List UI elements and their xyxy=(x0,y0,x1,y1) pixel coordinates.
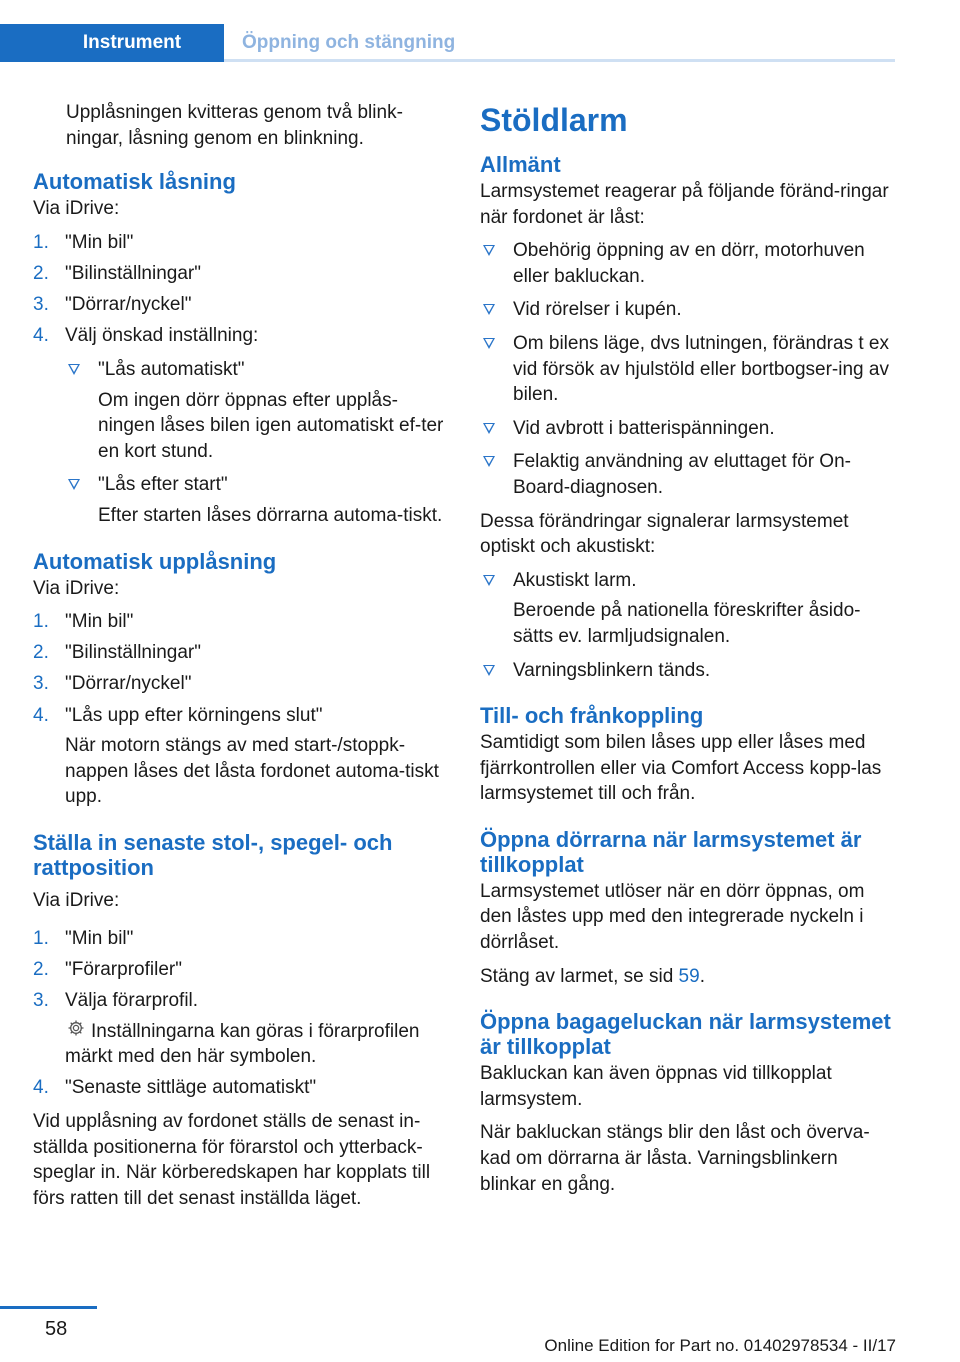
step-text: Välj önskad inställning: xyxy=(65,325,259,347)
list-item xyxy=(65,472,451,528)
step-number: 2. xyxy=(33,958,49,980)
option-title: "Lås efter start" xyxy=(98,474,228,496)
step-number: 3. xyxy=(33,294,49,316)
via-idrive-text: Via iDrive: xyxy=(33,577,120,599)
triangle-bullet-icon xyxy=(483,304,495,315)
option-description: Om ingen dörr öppnas efter upplås‐ningen låses bilen igen automatiskt ef‐ter en kort stund. xyxy=(98,389,444,462)
alarm-signal-list xyxy=(480,568,898,683)
auto-unlock-steps xyxy=(33,609,451,810)
step-description-text: Inställningarna kan göras i förarprofilen märkt med den här symbolen. xyxy=(65,1020,420,1068)
step-number: 1. xyxy=(33,611,49,633)
auto-lock-steps xyxy=(33,230,451,529)
bullet-text: Obehörig öppning av en dörr, motorhuven eller bakluckan. xyxy=(513,240,865,287)
triangle-bullet-icon xyxy=(483,423,495,434)
triangle-bullet-icon xyxy=(483,338,495,349)
step-description xyxy=(65,1019,451,1070)
heading-open-doors: Öppna dörrarna när larmsystemet är tillkopplat xyxy=(480,826,862,877)
closing-paragraph: Vid upplåsning av fordonet ställs de senast in‐ställda positionerna för förarstol och ytterback‐speglar in. När körberedskapen har kopplats till förs ratten till det senast inställda läget. xyxy=(33,1110,431,1209)
cross-reference xyxy=(480,964,898,990)
page-header xyxy=(0,24,895,62)
list-item xyxy=(65,357,451,464)
step-number: 4. xyxy=(33,1077,49,1099)
list-item xyxy=(33,323,451,528)
step-number: 1. xyxy=(33,231,49,253)
list-item xyxy=(480,331,898,408)
list-item xyxy=(33,640,451,666)
step-text: "Dörrar/nyckel" xyxy=(65,673,192,695)
settings-gear-icon xyxy=(65,1019,87,1045)
list-item xyxy=(480,238,898,289)
left-column xyxy=(33,100,451,1211)
intro-paragraph: Upplåsningen kvitteras genom två blink‐ningar, låsning genom en blinkning. xyxy=(66,102,403,149)
step-text: "Bilinställningar" xyxy=(65,262,201,284)
step-text: "Senaste sittläge automatiskt" xyxy=(65,1077,317,1099)
list-item xyxy=(480,416,898,442)
open-trunk-text-2: När bakluckan stängs blir den låst och överva‐kad om dörrarna är låsta. Varningsblinkern blinkar en gång. xyxy=(480,1122,870,1195)
list-item xyxy=(33,988,451,1070)
triangle-bullet-icon xyxy=(483,665,495,676)
step-text: "Bilinställningar" xyxy=(65,642,201,664)
step-number: 2. xyxy=(33,642,49,664)
via-idrive-text: Via iDrive: xyxy=(33,890,120,912)
list-item xyxy=(33,703,451,810)
heading-open-trunk: Öppna bagageluckan när larmsystemet är tillkopplat xyxy=(480,1009,891,1060)
open-trunk-text: Bakluckan kan även öppnas vid tillkopplat larmsystem. xyxy=(480,1063,832,1110)
reference-text: Stäng av larmet, se sid xyxy=(480,965,679,987)
seat-position-steps xyxy=(33,926,451,1101)
heading-auto-unlock: Automatisk upplåsning xyxy=(33,548,277,574)
bullet-text: Felaktig användning av eluttaget för On-Board-diagnosen. xyxy=(513,451,851,498)
list-item xyxy=(33,926,451,952)
triangle-bullet-icon xyxy=(483,575,495,586)
step-text: "Min bil" xyxy=(65,927,134,949)
step-text: "Dörrar/nyckel" xyxy=(65,294,192,316)
step-text: "Förarprofiler" xyxy=(65,958,182,980)
bullet-title: Akustiskt larm. xyxy=(513,569,637,591)
heading-auto-lock: Automatisk låsning xyxy=(33,169,236,195)
step-description: När motorn stängs av med start-/stoppk‐nappen låses det låsta fordonet automa‐tiskt upp. xyxy=(65,735,439,808)
list-item xyxy=(480,658,898,684)
heading-seat-position: Ställa in senaste stol-, spegel- och rattposition xyxy=(33,830,393,881)
header-divider xyxy=(224,59,895,62)
triangle-bullet-icon xyxy=(68,364,80,375)
triangle-bullet-icon xyxy=(68,479,80,490)
list-item xyxy=(33,671,451,697)
general-intro: Larmsystemet reagerar på följande föränd‐ringar när fordonet är låst: xyxy=(480,181,889,228)
bullet-description: Beroende på nationella föreskrifter åsido‐sätts ev. larmljudsignalen. xyxy=(513,600,861,647)
page-title: Stöldlarm xyxy=(480,102,628,138)
heading-toggle: Till- och frånkoppling xyxy=(480,703,704,729)
step-number: 4. xyxy=(33,704,49,726)
setting-options xyxy=(65,357,451,529)
step-number: 3. xyxy=(33,990,49,1011)
heading-general: Allmänt xyxy=(480,152,561,177)
list-item xyxy=(33,292,451,318)
list-item xyxy=(33,1075,451,1101)
list-item xyxy=(480,297,898,323)
alarm-trigger-list xyxy=(480,238,898,500)
list-item xyxy=(33,957,451,983)
bullet-text: Vid rörelser i kupén. xyxy=(513,299,682,321)
page-number: 58 xyxy=(45,1318,68,1340)
step-number: 4. xyxy=(33,325,49,347)
footer-divider xyxy=(0,1306,97,1309)
list-item xyxy=(33,261,451,287)
list-item xyxy=(480,449,898,500)
bullet-text: Om bilens läge, dvs lutningen, förändras t ex vid försök av hjulstöld eller bortbogser‐ing av bilen. xyxy=(513,332,889,406)
step-number: 2. xyxy=(33,262,49,284)
triangle-bullet-icon xyxy=(483,456,495,467)
step-text: "Min bil" xyxy=(65,231,134,253)
section-tab-opening: Öppning och stängning xyxy=(242,32,456,53)
list-item xyxy=(480,568,898,650)
step-text: "Min bil" xyxy=(65,611,134,633)
step-number: 1. xyxy=(33,927,49,949)
reference-suffix: . xyxy=(699,965,705,987)
triangle-bullet-icon xyxy=(483,245,495,256)
section-tab-instrument: Instrument xyxy=(0,24,224,62)
list-item xyxy=(33,230,451,256)
option-title: "Lås automatiskt" xyxy=(98,358,245,380)
page-reference-link[interactable]: 59 xyxy=(678,965,700,987)
right-column xyxy=(480,100,898,1197)
edition-note: Online Edition for Part no. 01402978534 - II/17 xyxy=(544,1336,896,1355)
toggle-text: Samtidigt som bilen låses upp eller låses med fjärrkontrollen eller via Comfort Access kopp‐las larmsystemet till och från. xyxy=(480,732,882,805)
signal-intro: Dessa förändringar signalerar larmsystemet optiskt och akustiskt: xyxy=(480,510,849,558)
open-doors-text: Larmsystemet utlöser när en dörr öppnas, om den låstes upp med den integrerade nyckeln i dörrlåset. xyxy=(480,880,865,954)
step-text: Välja förarprofil. xyxy=(65,990,199,1011)
option-description: Efter starten låses dörrarna automa‐tiskt. xyxy=(98,504,443,526)
via-idrive-text: Via iDrive: xyxy=(33,198,120,220)
bullet-text: Vid avbrott i batterispänningen. xyxy=(513,417,775,439)
list-item xyxy=(33,609,451,635)
bullet-title: Varningsblinkern tänds. xyxy=(513,659,711,681)
step-text: "Lås upp efter körningens slut" xyxy=(65,704,323,726)
step-number: 3. xyxy=(33,673,49,695)
